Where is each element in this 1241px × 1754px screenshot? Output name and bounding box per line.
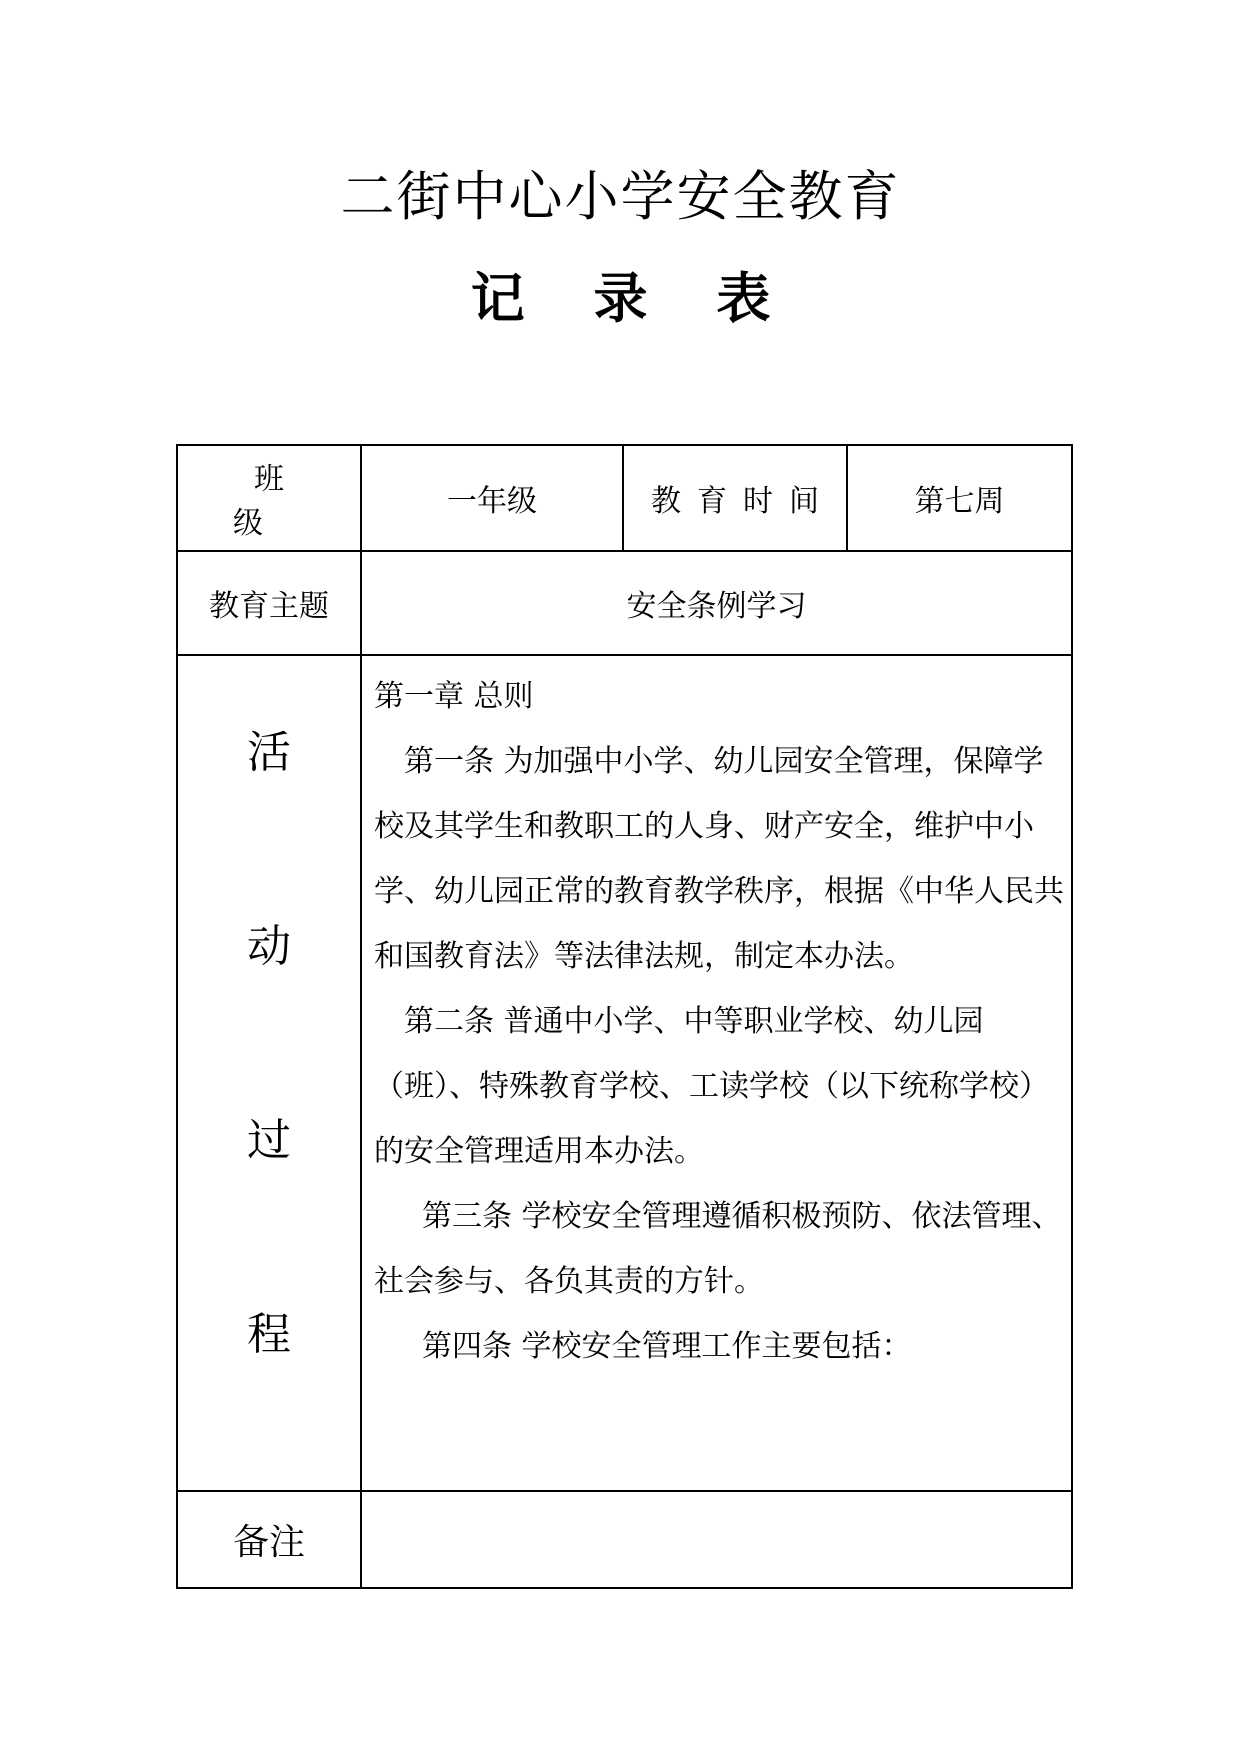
subtitle-char: 表	[716, 266, 771, 330]
article-paragraph: 第一条 为加强中小学、幼儿园安全管理，保障学校及其学生和教职工的人身、财产安全，维护中小学、幼儿园正常的教育教学秩序，根据《中华人民共和国教育法》等法律法规，制定本办法。	[374, 744, 1064, 974]
remark-label-cell	[177, 1491, 361, 1588]
remark-value-cell	[361, 1491, 1072, 1588]
activity-label-char: 过	[247, 1115, 291, 1166]
document-subtitle	[0, 263, 1241, 333]
article-paragraph: 第三条 学校安全管理遵循积极预防、依法管理、社会参与、各负其责的方针。	[374, 1199, 1062, 1299]
class-value: 一年级	[447, 484, 537, 519]
activity-label-char: 活	[247, 727, 291, 778]
theme-label: 教育主题	[209, 589, 329, 624]
activity-label-cell	[177, 655, 361, 1491]
chapter-heading: 第一章 总则	[374, 679, 534, 714]
theme-value: 安全条例学习	[626, 589, 807, 624]
record-table	[176, 444, 1073, 1589]
subtitle-char: 记	[470, 266, 525, 330]
time-value-cell	[847, 445, 1072, 551]
theme-label-cell	[177, 551, 361, 655]
class-label: 班 级	[233, 462, 326, 541]
subtitle-char: 录	[593, 266, 648, 330]
document-title: 二街中心小学安全教育	[340, 165, 901, 228]
remark-row	[177, 1491, 1072, 1588]
activity-label-char: 程	[247, 1309, 291, 1360]
article-paragraph: 第二条 普通中小学、中等职业学校、幼儿园（班）、特殊教育学校、工读学校（以下统称学校）的安全管理适用本办法。	[374, 1004, 1049, 1169]
class-label-cell	[177, 445, 361, 551]
time-value: 第七周	[914, 484, 1005, 519]
activity-label-char: 动	[247, 921, 291, 972]
theme-row	[177, 551, 1072, 655]
class-row	[177, 445, 1072, 551]
activity-row	[177, 655, 1072, 1491]
activity-content-cell	[361, 655, 1072, 1491]
article-paragraph: 第四条 学校安全管理工作主要包括：	[422, 1329, 912, 1364]
time-label-cell	[623, 445, 847, 551]
class-value-cell	[361, 445, 623, 551]
theme-value-cell	[361, 551, 1072, 655]
remark-label: 备注	[232, 1522, 305, 1563]
time-label: 教育时间	[651, 484, 835, 519]
